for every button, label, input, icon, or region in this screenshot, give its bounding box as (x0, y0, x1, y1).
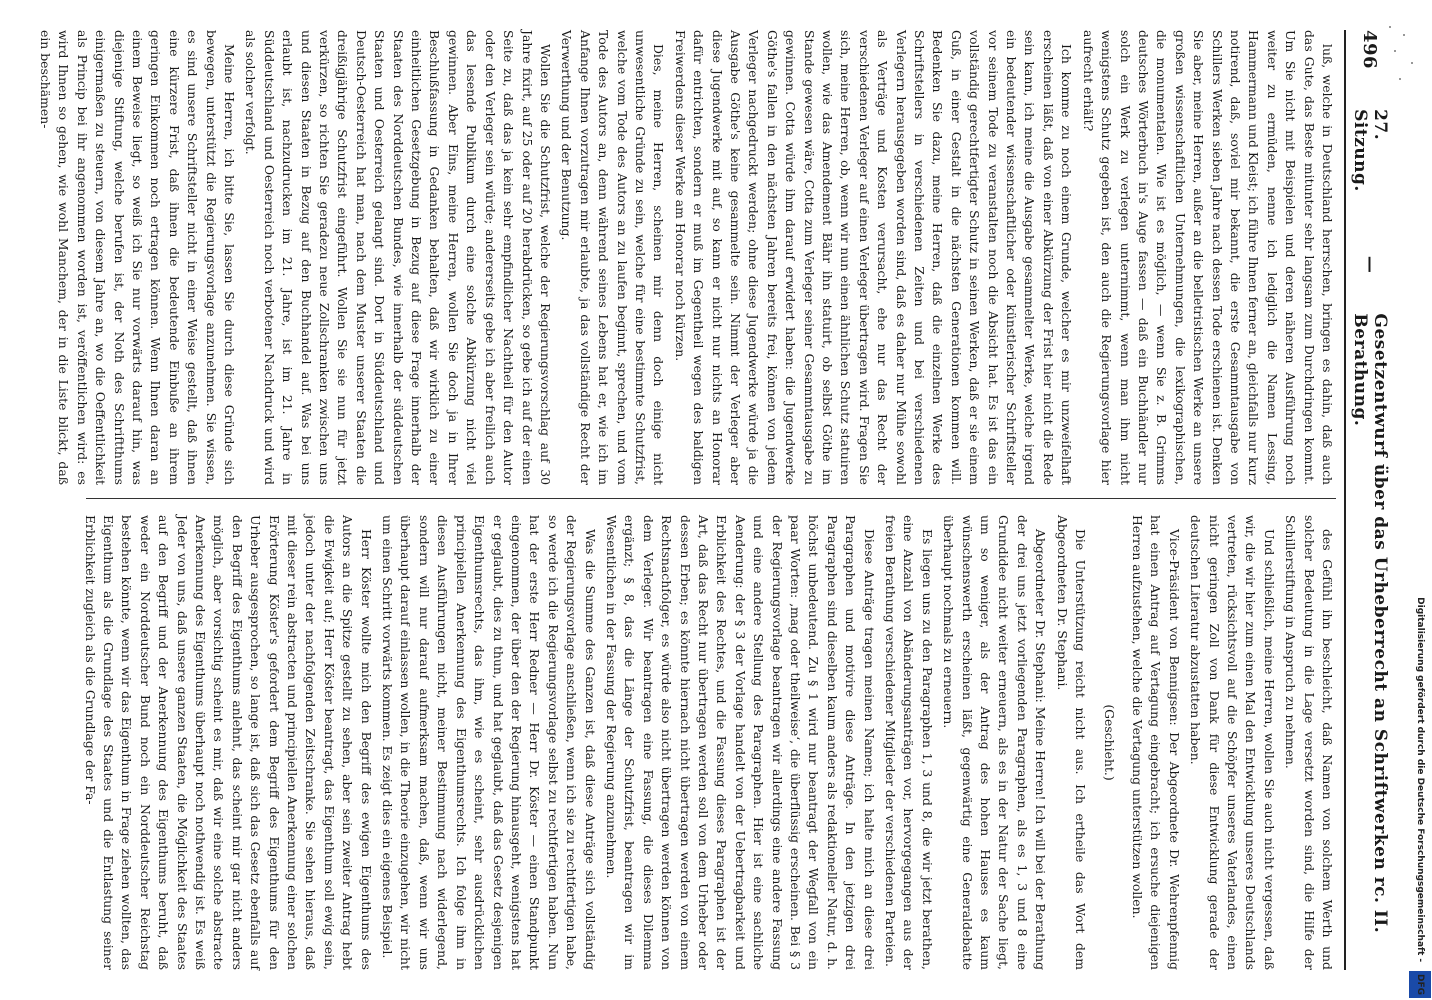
credit-text: Digitalisierung gefördert durch die Deutsche Forschungsgemeinschaft - (1415, 597, 1425, 963)
paragraph: Was die Summe des Ganzen ist, daß diese Anträge sich vollständig der Regierungsvorlage anschließen, wenn ich sie zu rechtfertigen habe, so werde ich die Regierungsvorlage selbst zu rechtfertigen haben. Nun hat der erste Herr Redner — Herr Dr. Köster — einen Standpunkt eingenommen, der über den der Regierung hinausgeht, wenigstens hat er geglaubt, dies zu thun, und hat geglaubt, daß das Gesetz desjenigen Eigenthumsrechts, das ihm, wie es scheint, sehr ausdrücklichen principiellen Anerkennung des Eigenthumsrechts. Ich folge ihm in diesen Ausführungen nicht, meiner Bestimmung nach widerlegend, sondern will nur darauf aufmerksam machen, daß, wenn wir uns überhaupt darauf einlassen wollen, in die Theorie einzugehen, wir nicht um einen Schritt vorwärts kommen. Es zeigt dies ein eigenes Beispiel. (380, 515, 598, 970)
dfg-logo: DFG (1409, 971, 1431, 998)
session-label: 27. Sitzung. (1350, 109, 1390, 192)
paragraph: Diese Anträge tragen meinen Namen; ich halte mich an diese drei Paragraphen und motivire diese Anträge. In den jetzigen drei Paragraphen sind dieselben kaum anders als redaktioneller Natur, d. h. höchst unbedeutend. Zu § 1 wird nur beantragt der Wegfall von ein paar Worten: ‚mag oder theilweise‘, die überflüssig erscheinen. Bei § 3 der Regierungsvorlage beantragen wir allerdings eine andere Fassung und eine andere Stellung des Paragraphen. Hier ist eine sachliche Aenderung: der § 3 der Vorlage handelt von der Uebertragbarkeit und Erblichkeit des Rechtes, und die Fassung dieses Paragraphen ist der Art, daß das Recht nur übertragen werden soll von dem Urheber oder dessen Erben; es könnte hiernach nicht übertragen werden von einem Rechtsnachfolger, es würde also nicht übertragen werden können von dem Verleger. Wir beantragen eine Fassung, die dieses Dilemma ergänzt; § 8, das die Länge der Schutzfrist, beantragen wir im Wesentlichen in der Fassung der Regierung anzunehmen. (603, 515, 877, 970)
paragraph: Dies, meine Herren, scheinen mir denn doch einige nicht unwesentliche Gründe zu sein, welche für eine bestimmte Schutzfrist, welche vom Tode des Autors an zu laufen beginnt, sprechen, und vom Tode des Autors an, denn während seines Lebens hat er, wie ich im Anfange Ihnen vorzutragen mir erlaubte, ja das vollständige Recht der Verwerthung und der Benutzung. (559, 30, 667, 485)
scan-specks (1385, 20, 1425, 90)
digitization-credit (1409, 8, 1431, 998)
paragraph: Es liegen uns zu den Paragraphen 1, 3 und 8, die wir jetzt berathen, eine Anzahl von Abänderungsanträgen vor, hervorgegangen aus der freien Berathung verschiedener Mitglieder der verschiedenen Parteien. (883, 515, 935, 970)
rotated-page (37, 30, 1390, 970)
header-dash: — (1360, 255, 1380, 274)
paragraph: Und schließlich, meine Herren, wollen Sie auch nicht vergessen, daß wir, die wir hier zum einen Mal den Entwicklung unseres Deutschlands vertreten, rücksichtsvoll auf die Schöpfer unseres Vaterlandes, einen nicht geringen Zoll von Dank für diese Entwicklung gerade der deutschen Literatur abzustatten haben. (1188, 515, 1277, 970)
left-column (37, 30, 1336, 485)
paragraph: luß, welche in Deutschland herrschen, bringen es dahin, daß auch das Gute, das Beste mitunter sehr langsam zum Durchdringen kommt. Um Sie nicht mit Beispielen und deren näheren Ausführung noch weiter zu ermüden, nenne ich lediglich die Namen Lessing, Hammermann und Kleist; ich führe Ihnen ferner an, gleichfalls nur kurz notirend, daß, soviel mir bekannt, die erste Gesammtausgabe von Schillers Werken sieben Jahre nach dessen Tode erschienen ist. Denken Sie aber, meine Herren, außer an die belletristischen Werke an unsere großen wissenschaftlichen Unternehmungen, die lexikographischen, die monumentalen. Wie ist es möglich, — wenn Sie z. B. Grimms deutsches Wörterbuch in's Auge fassen — daß ein Buchhändler nur solch ein Werk zu verlegen unternimmt, wenn man ihm nicht wenigstens Schutz gegeben ist, den auch die Regierungsvorlage hier aufrecht erhält? (1080, 30, 1335, 485)
stage-direction: (Geschieht.) (1101, 704, 1117, 781)
paragraph: Ich komme zu noch einem Grunde, welcher es mir unzweifelhaft erscheinen läßt, daß von einer Abkürzung der Frist hier nicht die Rede sein kann, ich meine die Ausgabe gesammelter Werke, welche irgend ein bedeutender wissenschaftlicher oder künstlerischer Schriftsteller vor seinem Tode zu veranstalten noch die Absicht hat. Es ist das ein vollständig gerechtfertigter Schutz in seinen Werken, daß er sie einem Guß, in einer Gestalt in die nächsten Generationen kommen will. Bedenken Sie dazu, meine Herren, daß die einzelnen Werke des Schriftstellers in verschiedenen Zeiten und bei verschiedenen Verlegern herausgegeben worden sind, daß es daher nur Mühe sowohl als Verträge und Kosten verursacht, ehe nur das Recht der verschiedenen Verleger auf einen Verleger übertragen wird. Fragen Sie sich, meine Herren, ob, wenn wir nun einen ähnlichen Schutz statuiren wollen, wie das Amendement Bähr ihn statuirt, ob selbst Göthe im Stande gewesen wäre, Cotta zum Verleger seiner Gesammtausgabe zu gewinnen. Cotta würde ihm darauf erwidert haben: die Jugendwerke Göthe's fallen in den nächsten Jahren bereits frei, können von jedem Verleger nachgedruckt werden; ohne diese Jugendwerke würde ja die Ausgabe Göthe's keine gesammelte sein. Nimmt der Verleger aber diese Jugendwerke mit auf, so kann er nicht nur nichts an Honorar dafür entrichten, sondern er muß im Gegentheil wegen des baldigen Freiwerdens dieser Werke am Honorar noch kürzen. (672, 30, 1075, 485)
speech-stephani: Abgeordneter Dr. Stephani: Meine Herren! Ich will bei der Berathung der drei uns jetzt vorliegenden Paragraphen, als es 1, 3 und 8 eine Grundidee nicht weiter erneuern, als es in der Natur der Sache liegt, um so weniger, als der Antrag des hohen Hauses es kaum wünschenswerth erscheinen läßt, gegenwärtig eine Generaldebatte überhaupt nochmals zu erneuern. (941, 515, 1049, 970)
paragraph: Die Unterstützung reicht nicht aus. Ich ertheile das Wort dem Abgeordneten Dr. Stephani. (1054, 515, 1089, 970)
page-number: 496 (1359, 30, 1381, 70)
paragraph: Meine Herren, ich bitte Sie, lassen Sie durch diese Gründe sich bewegen, unterstützt die Regierungsvorlage anzunehmen. Sie wissen, es sind unsere Schriftsteller nicht in einer Weise gestellt, daß ihnen eine kürzere Frist, daß ihnen die bedeutende Einbuße an ihrem geringen Einkommen noch ertragen können. Wenn Ihnen daran an einem Beweise liegt, so weiß ich Sie nur vorwärts darauf hin, was diejenige Stiftung, welche berufen ist, der Noth des Schriftthums einigermaßen zu steuern, von diesem Jahre an, wo die Oeffentlichkeit als Princip bei ihr angenommen worden ist, veröffentlichen wird: es wird Ihnen so gehen, wie wohl Manchem, der in die Liste blickt, daß ein beschämen- (37, 30, 238, 485)
header-rule (1344, 30, 1346, 970)
speech-vice-president: Vice-Präsident von Bennigsen: Der Abgeordnete Dr. Wehrenpfennig hat einen Antrag auf Vertagung eingebracht; ich ersuche diejenigen Herren aufzustehen, welche die Vertagung unterstützen wollen. (1129, 515, 1182, 970)
right-column (82, 515, 1336, 970)
running-title: Gesetzentwurf über das Urheberrecht an Schriftwerken rc. II. Berathung. (1350, 313, 1390, 934)
page-header (1350, 30, 1390, 970)
paragraph: Wollen Sie die Schutzfrist, welche der Regierungsvorschlag auf 30 Jahre fixirt, auf 25 oder auf 20 herabdrücken, so gebe ich auf der einen Seite zu, daß das ja kein sehr empfindlicher Nachtheil für den Autor oder den Verleger sein würde; andererseits gebe ich aber freilich auch das lesende Publikum durch eine solche Abkürzung nicht viel gewinnen. Aber Eins, meine Herren, wollen Sie doch ja in Ihrer Beschlußfassung in Gedanken behalten, daß wir wirklich zu einer einheitlichen Gesetzgebung in Bezug auf diese Frage innerhalb der Staaten des Norddeutschen Bundes, wie innerhalb der süddeutschen Staaten und Oesterreich gelangt sind. Dort in Süddeutschland und Deutsch-Oesterreich hat man, nach dem Muster unserer Staaten die dreißigjährige Schutzfrist eingeführt. Wollen Sie sie nun für jetzt verkürzen, so richten Sie geradezu neue Zollschranken zwischen uns und diesen Staaten in Bezug auf den Buchhandel auf. Was bei uns erlaubt ist, nachzudrucken im 21. Jahre, ist im 21. Jahre in Süddeutschland und Oesterreich noch verbotener Nachdruck und wird als solcher verfolgt. (243, 30, 553, 485)
paragraph: Herr Köster wollte mich den Begriff des ewigen Eigenthums des Autors an die Spitze gestellt zu sehen, aber sein zweiter Antrag hebt die Ewigkeit auf; Herr Köster beantragt, das Eigenthum soll ewig sein, jedoch unter der nachfolgenden Zeitschranke. Sie sehen hieraus, daß mit dieser rein abstracten und principiellen Anerkennung einer solchen Erörterung Köster's gefordert dem Begriff des Eigenthums für den Urheber ausgesprochen, so lange ist, daß sich das Gesetz ebenfalls auf den Begriff des Eigenthums anlehnt, das scheint mir gar nicht anders möglich, aber vorsichtig scheint es mir, daß wir eine solche abstracte Anerkennung des Eigenthums überhaupt noch nothwendig ist. Es weiß Jeder von uns, daß unsere ganzen Staaten, die Möglichkeit des Staates auf den Begriff und der Anerkennung des Eigenthums beruht, daß weder ein Norddeutscher Bund noch ein Norddeutscher Reichstag bestehen könnte, wenn wir das Eigenthum in Frage ziehen wollten, das Eigenthum als die Grundlage des Staates und die Entlastung seiner Erblichkeit zugleich als die Grundlage der Fa- (82, 515, 374, 970)
column-divider (86, 498, 1336, 499)
paragraph: des Gefühl ihn beschleicht, daß Namen von solchem Werth und solcher Bedeutung in die Lage versetzt worden sind, die Hilfe der Schillerstiftung in Anspruch zu nehmen. (1283, 515, 1335, 970)
